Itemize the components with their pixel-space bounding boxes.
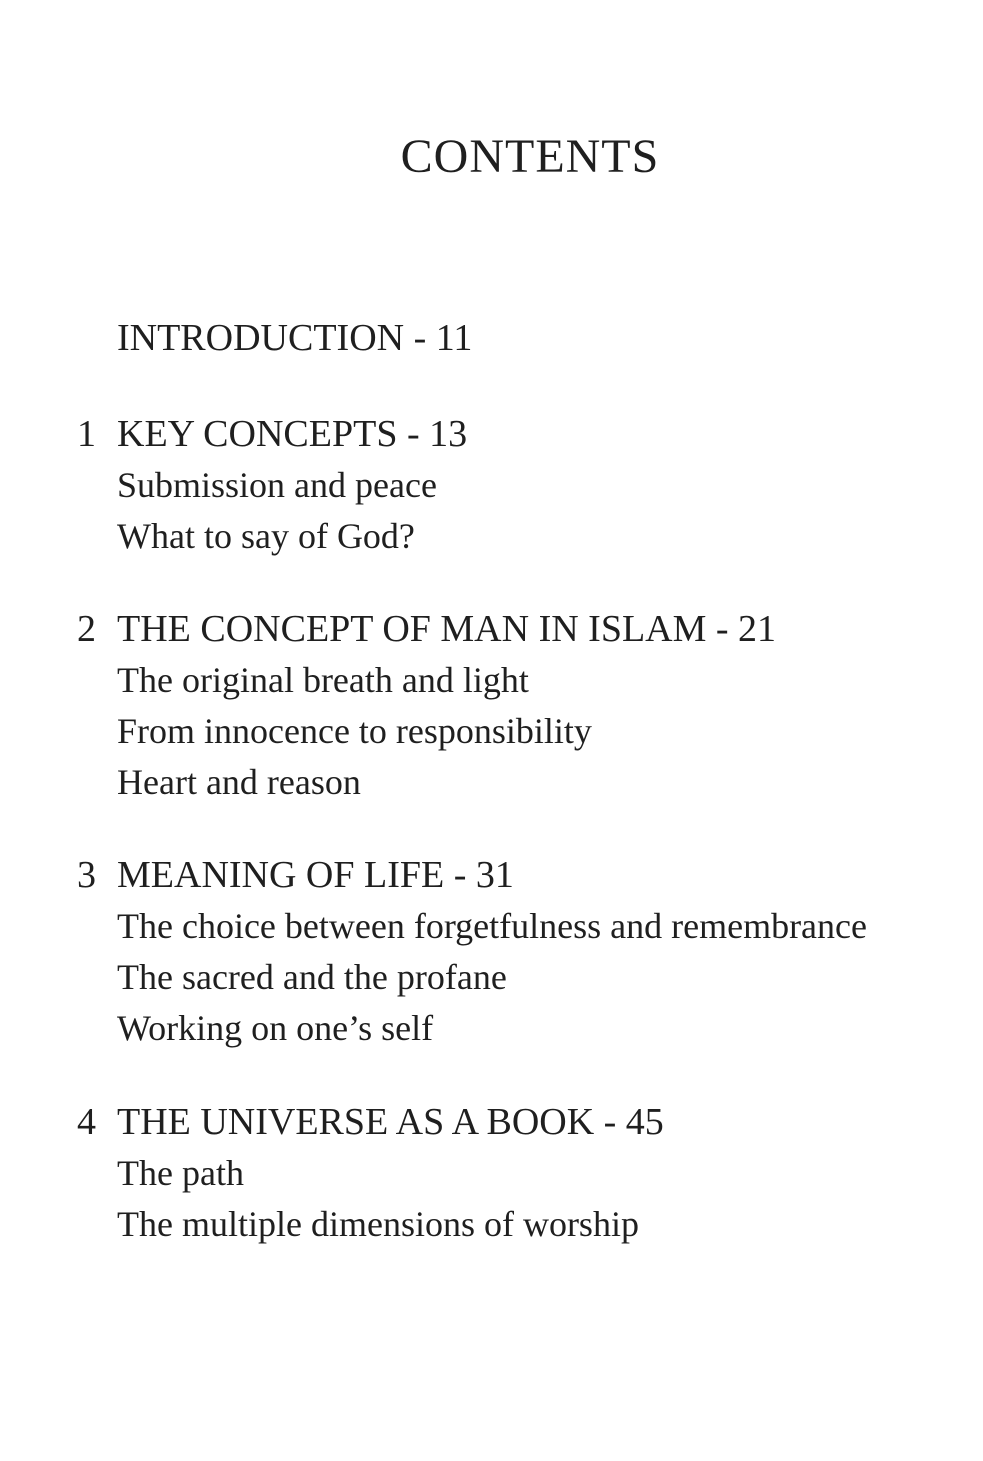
section-item[interactable]: Submission and peace — [117, 465, 437, 505]
chapter-number: 1 — [77, 413, 96, 455]
toc-chapter-2 — [0, 603, 983, 808]
toc-chapter-1 — [0, 408, 983, 562]
section-item[interactable]: The multiple dimensions of worship — [117, 1204, 639, 1244]
section-item[interactable]: Working on one’s self — [117, 1008, 434, 1048]
chapter-number: 3 — [77, 854, 96, 896]
section-item[interactable]: What to say of God? — [117, 516, 415, 556]
page-title: CONTENTS — [400, 130, 660, 183]
chapter-number: 2 — [77, 608, 96, 650]
chapter-heading[interactable] — [0, 1096, 983, 1148]
section-list — [0, 460, 983, 562]
section-list — [0, 1148, 983, 1250]
section-list — [0, 901, 983, 1054]
chapter-heading[interactable] — [0, 408, 983, 460]
toc-chapter-3 — [0, 849, 983, 1054]
section-item[interactable]: The path — [117, 1153, 244, 1193]
section-item[interactable]: Heart and reason — [117, 762, 361, 802]
chapter-title: THE CONCEPT OF MAN IN ISLAM - 21 — [117, 608, 777, 650]
section-item[interactable]: The original breath and light — [117, 660, 529, 700]
section-item[interactable]: The choice between forgetfulness and remembrance — [117, 906, 867, 946]
section-item[interactable]: The sacred and the profane — [117, 957, 507, 997]
section-list — [0, 655, 983, 808]
chapter-title: KEY CONCEPTS - 13 — [117, 413, 468, 455]
chapter-heading[interactable] — [0, 603, 983, 655]
toc-chapter-4 — [0, 1096, 983, 1250]
chapter-number: 4 — [77, 1101, 96, 1143]
chapter-title: THE UNIVERSE AS A BOOK - 45 — [117, 1101, 664, 1143]
chapter-heading[interactable] — [0, 849, 983, 901]
chapter-title: MEANING OF LIFE - 31 — [117, 854, 514, 896]
toc-introduction[interactable]: INTRODUCTION - 11 — [117, 317, 473, 359]
section-item[interactable]: From innocence to responsibility — [117, 711, 592, 751]
